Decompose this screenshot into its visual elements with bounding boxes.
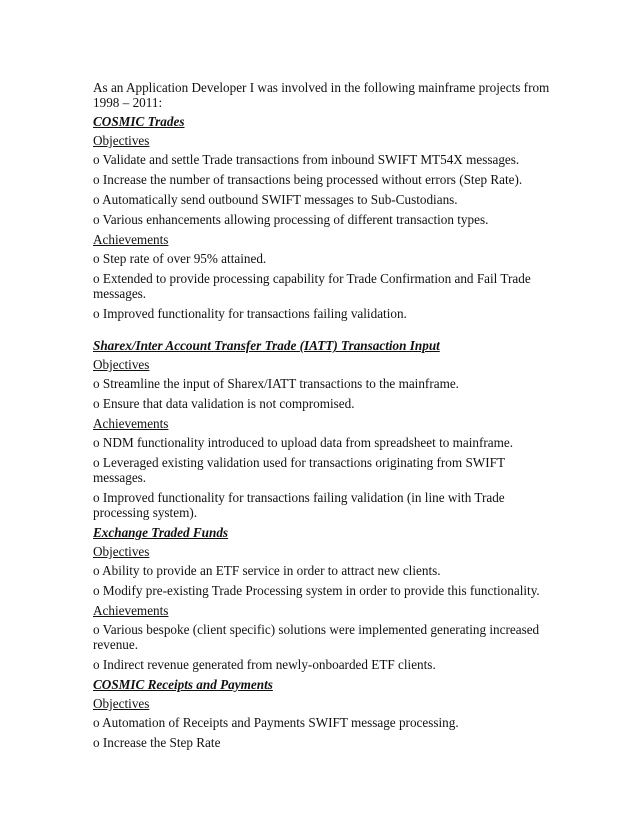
achievement-item: o Improved functionality for transactions failing validation (in line with Trade processing system).	[93, 490, 505, 520]
objective-item: o Automation of Receipts and Payments SWIFT message processing.	[93, 715, 459, 730]
objectives-label: Objectives	[93, 544, 150, 559]
project-title: COSMIC Trades	[93, 114, 185, 129]
achievement-item: o Various bespoke (client specific) solutions were implemented generating increased revenue.	[93, 622, 540, 652]
project-section	[93, 114, 553, 321]
achievement-item: o Indirect revenue generated from newly-onboarded ETF clients.	[93, 657, 436, 672]
objective-item: o Ensure that data validation is not compromised.	[93, 396, 355, 411]
objective-item: o Modify pre-existing Trade Processing system in order to provide this functionality.	[93, 583, 540, 598]
project-title: Exchange Traded Funds	[93, 525, 229, 540]
achievement-item: o NDM functionality introduced to upload data from spreadsheet to mainframe.	[93, 435, 514, 450]
project-section	[93, 525, 553, 672]
objective-item: o Increase the Step Rate	[93, 735, 221, 750]
achievement-item: o Step rate of over 95% attained.	[93, 251, 267, 266]
document-page	[93, 80, 553, 755]
achievement-item: o Improved functionality for transactions failing validation.	[93, 306, 407, 321]
achievements-label: Achievements	[93, 603, 169, 618]
project-section	[93, 677, 553, 750]
objectives-label: Objectives	[93, 696, 150, 711]
achievement-item: o Extended to provide processing capability for Trade Confirmation and Fail Trade messages.	[93, 271, 531, 301]
section-spacer	[93, 326, 553, 338]
objective-item: o Streamline the input of Sharex/IATT transactions to the mainframe.	[93, 376, 459, 391]
project-title: COSMIC Receipts and Payments	[93, 677, 273, 692]
objective-item: o Ability to provide an ETF service in order to attract new clients.	[93, 563, 441, 578]
project-title: Sharex/Inter Account Transfer Trade (IATT) Transaction Input	[93, 338, 440, 353]
objective-item: o Automatically send outbound SWIFT messages to Sub-Custodians.	[93, 192, 458, 207]
objectives-label: Objectives	[93, 357, 150, 372]
achievement-item: o Leveraged existing validation used for transactions originating from SWIFT messages.	[93, 455, 505, 485]
objective-item: o Validate and settle Trade transactions from inbound SWIFT MT54X messages.	[93, 152, 520, 167]
achievements-label: Achievements	[93, 416, 169, 431]
objective-item: o Increase the number of transactions being processed without errors (Step Rate).	[93, 172, 523, 187]
objective-item: o Various enhancements allowing processing of different transaction types.	[93, 212, 489, 227]
objectives-label: Objectives	[93, 133, 150, 148]
achievements-label: Achievements	[93, 232, 169, 247]
intro-text: As an Application Developer I was involved in the following mainframe projects from 1998 – 2011:	[93, 80, 550, 110]
project-section	[93, 338, 553, 520]
